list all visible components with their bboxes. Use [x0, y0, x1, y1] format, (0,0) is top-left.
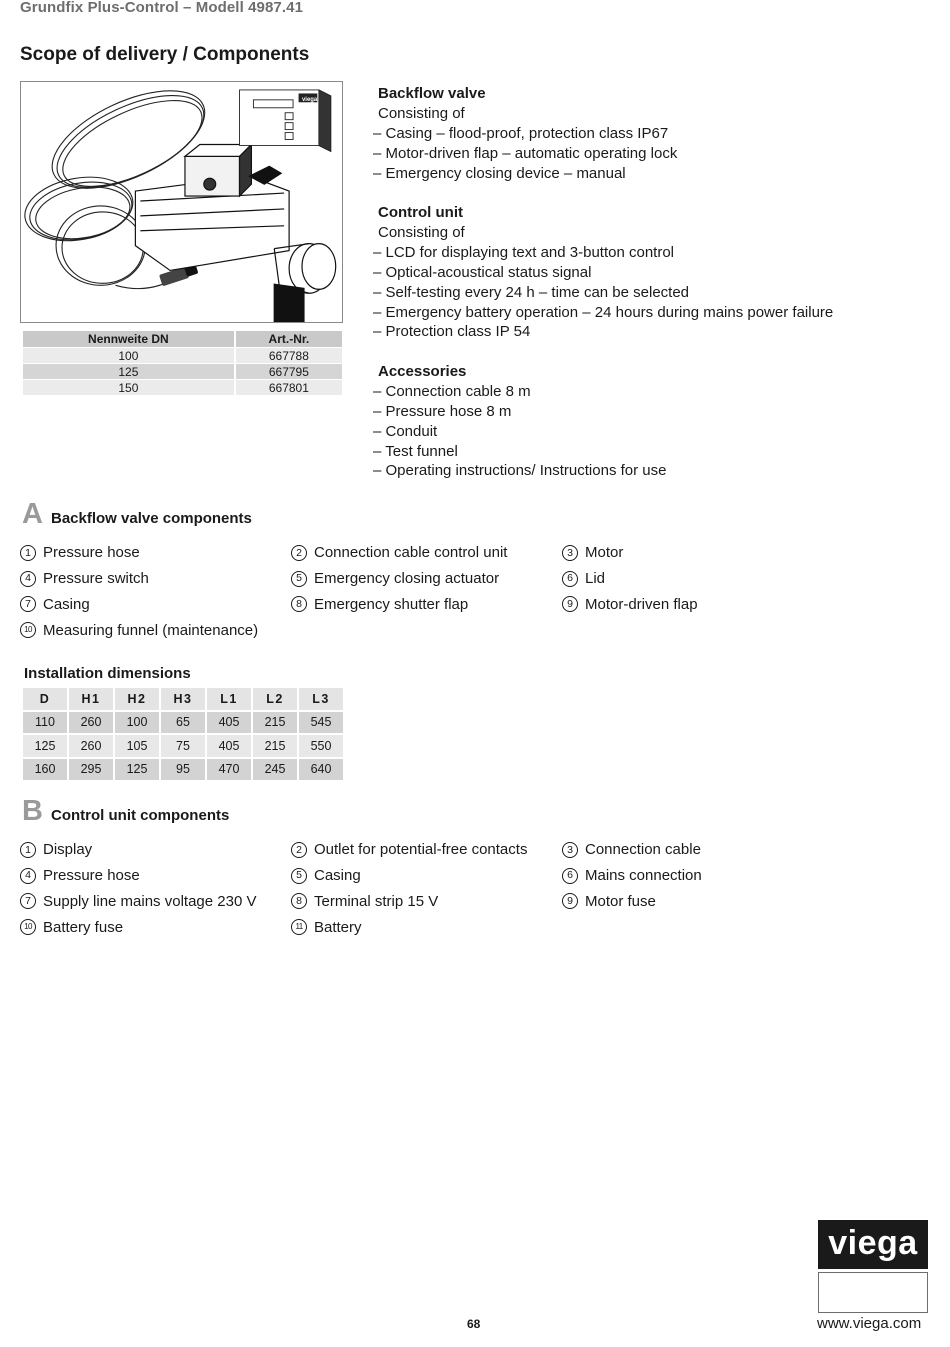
callout-number-icon: 1: [20, 545, 36, 561]
callout-number-icon: 6: [562, 571, 578, 587]
section-letter: B: [22, 795, 43, 827]
callout-number-icon: 6: [562, 868, 578, 884]
section-a-heading: [22, 500, 252, 529]
component-item: [20, 863, 291, 889]
section-title: Backflow valve: [378, 85, 486, 102]
component-label: Battery fuse: [43, 918, 124, 936]
component-label: Battery: [314, 918, 362, 936]
callout-number-icon: 4: [20, 868, 36, 884]
list-item: – Operating instructions/ Instructions for use: [373, 462, 667, 480]
component-label: Motor fuse: [585, 892, 656, 910]
component-item: [291, 566, 562, 592]
column-header: L1: [207, 688, 251, 710]
installation-dimensions-table: [21, 686, 345, 782]
component-label: Emergency closing actuator: [314, 570, 500, 588]
list-item: – Optical-acoustical status signal: [373, 263, 592, 281]
backflow-valve-section: [373, 84, 933, 184]
callout-number-icon: 3: [562, 842, 578, 858]
table-row: [23, 347, 342, 363]
callout-number-icon: 5: [291, 571, 307, 587]
column-header: L2: [253, 688, 297, 710]
viega-logo: viega: [818, 1220, 928, 1269]
column-header-art-nr: Art.-Nr.: [236, 331, 342, 347]
component-item: [291, 592, 562, 618]
control-unit-components-list: [20, 837, 860, 940]
callout-number-icon: 10: [20, 622, 36, 638]
callout-number-icon: 8: [291, 893, 307, 909]
cell: 550: [299, 735, 343, 757]
table-row: [23, 759, 343, 781]
backflow-valve-components-list: [20, 540, 860, 643]
cell: 260: [69, 735, 113, 757]
article-number: 667801: [236, 379, 342, 395]
component-item: [562, 592, 842, 618]
callout-number-icon: 7: [20, 596, 36, 612]
component-item: [291, 889, 562, 915]
section-title: Accessories: [378, 362, 467, 380]
cell: 75: [161, 735, 205, 757]
installation-dimensions-title: Installation dimensions: [24, 665, 191, 682]
component-label: Connection cable control unit: [314, 544, 508, 562]
callout-number-icon: 2: [291, 545, 307, 561]
table-row: [23, 363, 342, 379]
component-item: [20, 837, 291, 863]
dn-value: 150: [23, 379, 234, 395]
cell: 110: [23, 712, 67, 734]
component-label: Motor-driven flap: [585, 595, 698, 613]
component-label: Outlet for potential-free contacts: [314, 841, 528, 859]
page-number: 68: [467, 1317, 481, 1331]
list-item: – Emergency closing device – manual: [373, 164, 626, 182]
backflow-valve-drawing: [21, 82, 342, 322]
list-item: – Test funnel: [373, 442, 458, 460]
component-item: [562, 837, 842, 863]
running-header: Grundfix Plus-Control – Modell 4987.41: [20, 0, 304, 16]
table-row: [23, 379, 342, 395]
column-header: L3: [299, 688, 343, 710]
accessories-section: [373, 362, 933, 481]
section-title: Backflow valve components: [51, 510, 252, 527]
logo-blank-panel: [818, 1272, 928, 1313]
cell: 160: [23, 759, 67, 781]
cell: 105: [115, 735, 159, 757]
component-label: Casing: [314, 867, 361, 885]
callout-number-icon: 2: [291, 842, 307, 858]
section-letter: A: [22, 498, 43, 530]
list-item: – Self-testing every 24 h – time can be selected: [373, 283, 690, 301]
page-title: Scope of delivery / Components: [20, 44, 310, 65]
list-item: – Motor-driven flap – automatic operating lock: [373, 144, 678, 162]
list-item: – Casing – flood-proof, protection class IP67: [373, 124, 669, 142]
component-label: Pressure hose: [43, 544, 140, 562]
callout-number-icon: 3: [562, 545, 578, 561]
cell: 260: [69, 712, 113, 734]
list-item: – Conduit: [373, 422, 438, 440]
component-item: [20, 889, 291, 915]
component-item: [562, 863, 842, 889]
dn-value: 125: [23, 363, 234, 379]
callout-number-icon: 7: [20, 893, 36, 909]
list-item: – LCD for displaying text and 3-button control: [373, 243, 675, 261]
cell: 245: [253, 759, 297, 781]
component-item: [562, 889, 842, 915]
website-link[interactable]: www.viega.com: [817, 1315, 922, 1332]
column-header: H3: [161, 688, 205, 710]
callout-number-icon: 9: [562, 596, 578, 612]
callout-number-icon: 9: [562, 893, 578, 909]
component-item: [291, 914, 562, 940]
cell: 470: [207, 759, 251, 781]
cell: 125: [23, 735, 67, 757]
component-item: [562, 566, 842, 592]
table-row: [23, 735, 343, 757]
cell: 65: [161, 712, 205, 734]
control-unit-drawing: [240, 90, 331, 151]
component-label: Connection cable: [585, 841, 701, 859]
component-item: [291, 540, 562, 566]
section-subtitle: Consisting of: [378, 104, 465, 122]
component-item: [20, 617, 420, 643]
dn-value: 100: [23, 347, 234, 363]
callout-number-icon: 5: [291, 868, 307, 884]
column-header: H2: [115, 688, 159, 710]
product-illustration: [20, 81, 343, 323]
cell: 215: [253, 735, 297, 757]
callout-number-icon: 10: [20, 919, 36, 935]
component-label: Mains connection: [585, 867, 702, 885]
section-subtitle: Consisting of: [378, 223, 465, 241]
list-item: – Connection cable 8 m: [373, 382, 531, 400]
callout-number-icon: 11: [291, 919, 307, 935]
cell: 95: [161, 759, 205, 781]
component-label: Supply line mains voltage 230 V: [43, 892, 257, 910]
cell: 405: [207, 712, 251, 734]
section-title: Control unit components: [51, 807, 230, 824]
component-item: [291, 863, 562, 889]
component-label: Lid: [585, 570, 606, 588]
article-number: 667788: [236, 347, 342, 363]
scope-of-delivery: [373, 84, 933, 481]
cell: 405: [207, 735, 251, 757]
callout-number-icon: 1: [20, 842, 36, 858]
component-item: [291, 837, 562, 863]
component-item: [20, 914, 291, 940]
callout-number-icon: 8: [291, 596, 307, 612]
component-item: [20, 540, 291, 566]
section-title: Control unit: [378, 204, 463, 222]
component-label: Motor: [585, 544, 624, 562]
list-item: – Pressure hose 8 m: [373, 402, 512, 420]
column-header-nennweite: Nennweite DN: [23, 331, 234, 347]
component-item: [20, 592, 291, 618]
cell: 125: [115, 759, 159, 781]
cell: 640: [299, 759, 343, 781]
component-item: [562, 540, 842, 566]
column-header: D: [23, 688, 67, 710]
column-header: H1: [69, 688, 113, 710]
cell: 215: [253, 712, 297, 734]
cell: 545: [299, 712, 343, 734]
list-item: – Emergency battery operation – 24 hours during mains power failure: [373, 303, 834, 321]
control-unit-section: [373, 203, 933, 342]
component-label: Emergency shutter flap: [314, 595, 469, 613]
table-row: [23, 712, 343, 734]
component-label: Measuring funnel (maintenance): [43, 621, 259, 639]
cell: 100: [115, 712, 159, 734]
section-b-heading: [22, 797, 229, 826]
component-label: Pressure hose: [43, 867, 140, 885]
callout-number-icon: 4: [20, 571, 36, 587]
component-item: [20, 566, 291, 592]
component-label: Casing: [43, 595, 90, 613]
article-number: 667795: [236, 363, 342, 379]
article-number-table: [21, 331, 344, 395]
component-label: Terminal strip 15 V: [314, 892, 439, 910]
list-item: – Protection class IP 54: [373, 323, 531, 341]
svg-text:viega: viega: [301, 96, 318, 103]
cell: 295: [69, 759, 113, 781]
component-label: Display: [43, 841, 93, 859]
component-label: Pressure switch: [43, 570, 149, 588]
